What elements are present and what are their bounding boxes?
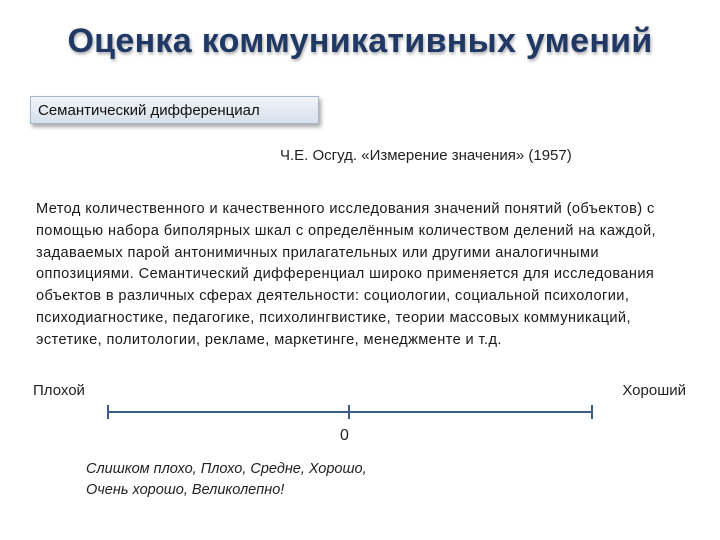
scale-midpoint-label: 0 bbox=[340, 427, 349, 444]
method-definition: Метод количественного и качественного исследования значений понятий (объектов) с помощью набора биполярных шкал с определённым количеством делений на каждой, задаваемых парой антонимичных прилагательных или другими аналогичными оппозициями. Семантический дифференциал широко применяется для исследования объектов в различных сферах деятельности: социологии, социальной психологии, психодиагностике, педагогике, психолингвистике, теории массовых коммуникаций, эстетике, политологии, рекламе, маркетинге, менеджменте и т.д. bbox=[36, 201, 656, 348]
scale-grades-line-2: Очень хорошо, Великолепно! bbox=[86, 482, 285, 498]
left-pole-label: Плохой bbox=[33, 382, 85, 399]
bipolar-scale bbox=[100, 402, 600, 424]
method-label-box bbox=[30, 96, 319, 124]
method-label: Семантический дифференциал bbox=[38, 101, 260, 119]
right-pole-label: Хороший bbox=[622, 382, 686, 399]
slide-title: Оценка коммуникативных умений bbox=[67, 22, 653, 60]
scale-grades bbox=[86, 459, 416, 501]
citation: Ч.Е. Осгуд. «Измерение значения» (1957) bbox=[280, 147, 572, 164]
scale-grades-line-1: Слишком плохо, Плохо, Средне, Хорошо, bbox=[86, 461, 367, 477]
